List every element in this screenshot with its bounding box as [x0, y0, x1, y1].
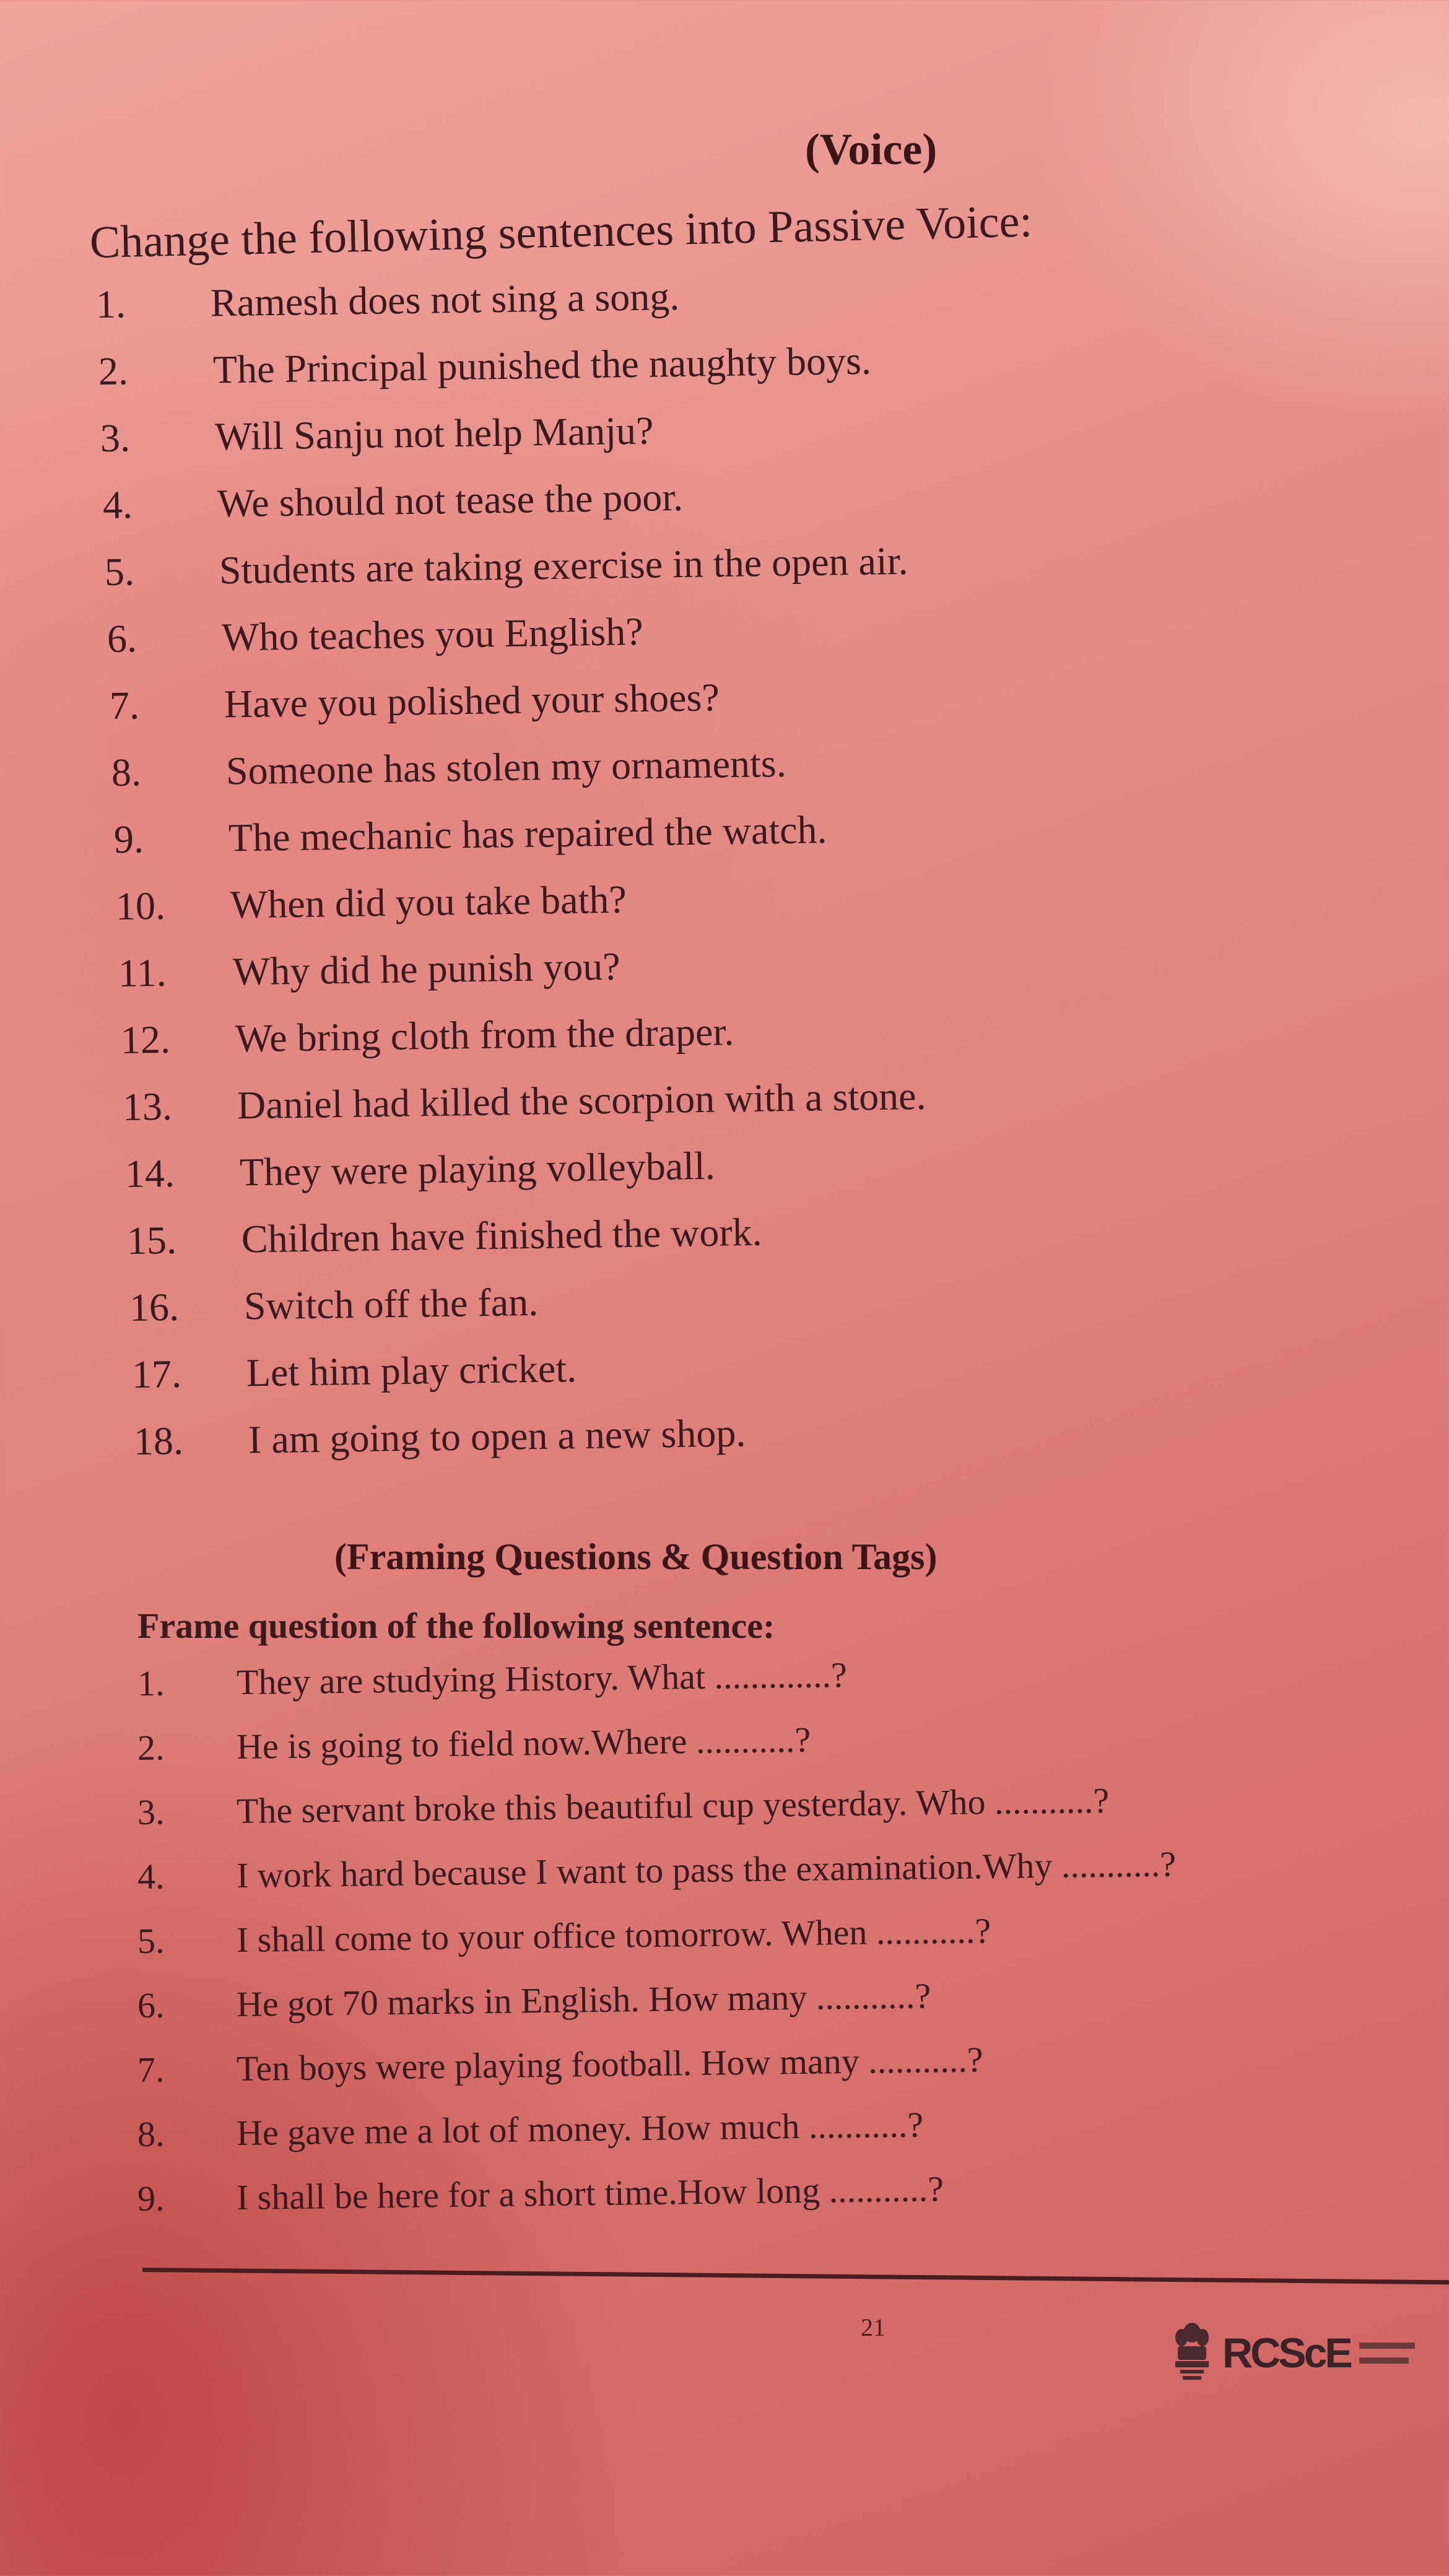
framing-instruction: Frame question of the following sentence: — [137, 1606, 775, 1646]
list-item — [137, 1843, 1177, 1897]
item-number: 18. — [133, 1418, 184, 1463]
item-text: Ramesh does not sing a song. — [210, 274, 680, 325]
list-item — [137, 1975, 931, 2026]
list-item — [122, 1073, 927, 1129]
item-number: 1. — [95, 282, 126, 326]
item-number: 17. — [131, 1351, 182, 1396]
item-text: He is going to field now.Where ...........? — [236, 1719, 811, 1767]
item-number: 13. — [122, 1084, 173, 1129]
item-number: 10. — [115, 883, 166, 928]
framing-section-title: (Framing Questions & Question Tags) — [334, 1536, 938, 1577]
item-text: The servant broke this beautiful cup yesterday. Who ...........? — [236, 1780, 1110, 1832]
list-item — [134, 1413, 746, 1461]
item-text: He gave me a lot of money. How much ...........? — [236, 2104, 924, 2154]
rcsce-logo — [1170, 2313, 1449, 2393]
item-text: The Principal punished the naughty boys. — [212, 338, 871, 392]
list-item — [111, 741, 787, 794]
item-text: Why did he punish you? — [232, 944, 621, 994]
item-text: Ten boys were playing football. How many ...........? — [236, 2039, 983, 2089]
list-item — [100, 408, 655, 460]
list-item — [109, 677, 720, 726]
item-text: He got 70 marks in English. How many ...........? — [236, 1975, 931, 2025]
logo-text: RCScE — [1222, 2330, 1351, 2377]
list-item — [131, 1346, 577, 1396]
item-text: I am going to open a new shop. — [248, 1411, 746, 1462]
list-item — [107, 609, 644, 661]
item-number: 7. — [109, 683, 140, 728]
list-item — [102, 474, 684, 527]
list-item — [129, 1279, 539, 1329]
list-item — [124, 1143, 715, 1196]
item-number: 12. — [120, 1017, 171, 1062]
page-number: 21 — [861, 2313, 886, 2341]
item-text: We should not tease the poor. — [217, 474, 684, 526]
list-item — [137, 1780, 1110, 1832]
item-text: I work hard because I want to pass the examination.Why ...........? — [236, 1843, 1177, 1896]
list-item — [137, 1657, 847, 1702]
item-text: Have you polished your shoes? — [224, 675, 720, 726]
item-text: Daniel had killed the scorpion with a stone. — [237, 1073, 927, 1128]
list-item — [137, 1719, 811, 1768]
list-item — [113, 807, 827, 861]
item-number: 2. — [137, 1727, 165, 1768]
item-number: 9. — [113, 817, 144, 861]
item-text: Switch off the fan. — [243, 1279, 539, 1328]
item-text: Students are taking exercise in the open air. — [219, 538, 909, 593]
item-text: Let him play cricket. — [246, 1346, 577, 1395]
item-number: 5. — [104, 549, 135, 594]
footer-rule — [142, 2268, 1449, 2285]
item-number: 4. — [102, 482, 133, 527]
item-number: 8. — [111, 750, 142, 794]
item-text: They are studying History. What .............? — [236, 1655, 848, 1703]
voice-section-title: (Voice) — [805, 124, 938, 174]
list-item — [120, 1009, 734, 1062]
item-number: 7. — [137, 2049, 165, 2090]
emblem-icon — [1170, 2319, 1214, 2387]
list-item — [104, 538, 909, 594]
item-number: 11. — [118, 950, 167, 995]
list-item — [118, 944, 621, 995]
list-item — [137, 2104, 924, 2154]
item-text: I shall be here for a short time.How long ...........? — [236, 2169, 944, 2218]
item-number: 3. — [100, 416, 131, 460]
item-number: 5. — [137, 1920, 165, 1961]
item-number: 9. — [137, 2178, 165, 2219]
item-text: Will Sanju not help Manju? — [214, 408, 655, 459]
item-number: 4. — [137, 1856, 165, 1897]
item-number: 6. — [107, 616, 137, 661]
list-item — [95, 274, 680, 326]
item-text: Who teaches you English? — [221, 609, 644, 659]
item-text: Someone has stolen my ornaments. — [225, 741, 787, 793]
item-number: 2. — [98, 349, 129, 393]
item-text: I shall come to your office tomorrow. When ...........? — [236, 1910, 991, 1960]
item-number: 16. — [129, 1284, 180, 1329]
list-item — [98, 338, 871, 393]
list-item — [137, 2171, 944, 2217]
item-number: 8. — [137, 2113, 165, 2154]
list-item — [126, 1209, 763, 1263]
item-text: The mechanic has repaired the watch. — [228, 807, 827, 860]
item-number: 6. — [137, 1985, 165, 2026]
item-number: 3. — [137, 1791, 165, 1832]
item-number: 15. — [126, 1217, 177, 1263]
voice-instruction: Change the following sentences into Passive Voice: — [89, 196, 1033, 268]
item-text: When did you take bath? — [230, 877, 627, 927]
logo-subtext-lines — [1359, 2343, 1415, 2364]
item-number: 1. — [137, 1663, 165, 1704]
item-number: 14. — [124, 1151, 175, 1196]
item-text: Children have finished the work. — [241, 1209, 763, 1261]
list-item — [116, 879, 627, 926]
item-text: They were playing volleyball. — [239, 1143, 715, 1194]
list-item — [137, 2039, 983, 2090]
item-text: We bring cloth from the draper. — [235, 1009, 734, 1061]
list-item — [137, 1910, 991, 1961]
